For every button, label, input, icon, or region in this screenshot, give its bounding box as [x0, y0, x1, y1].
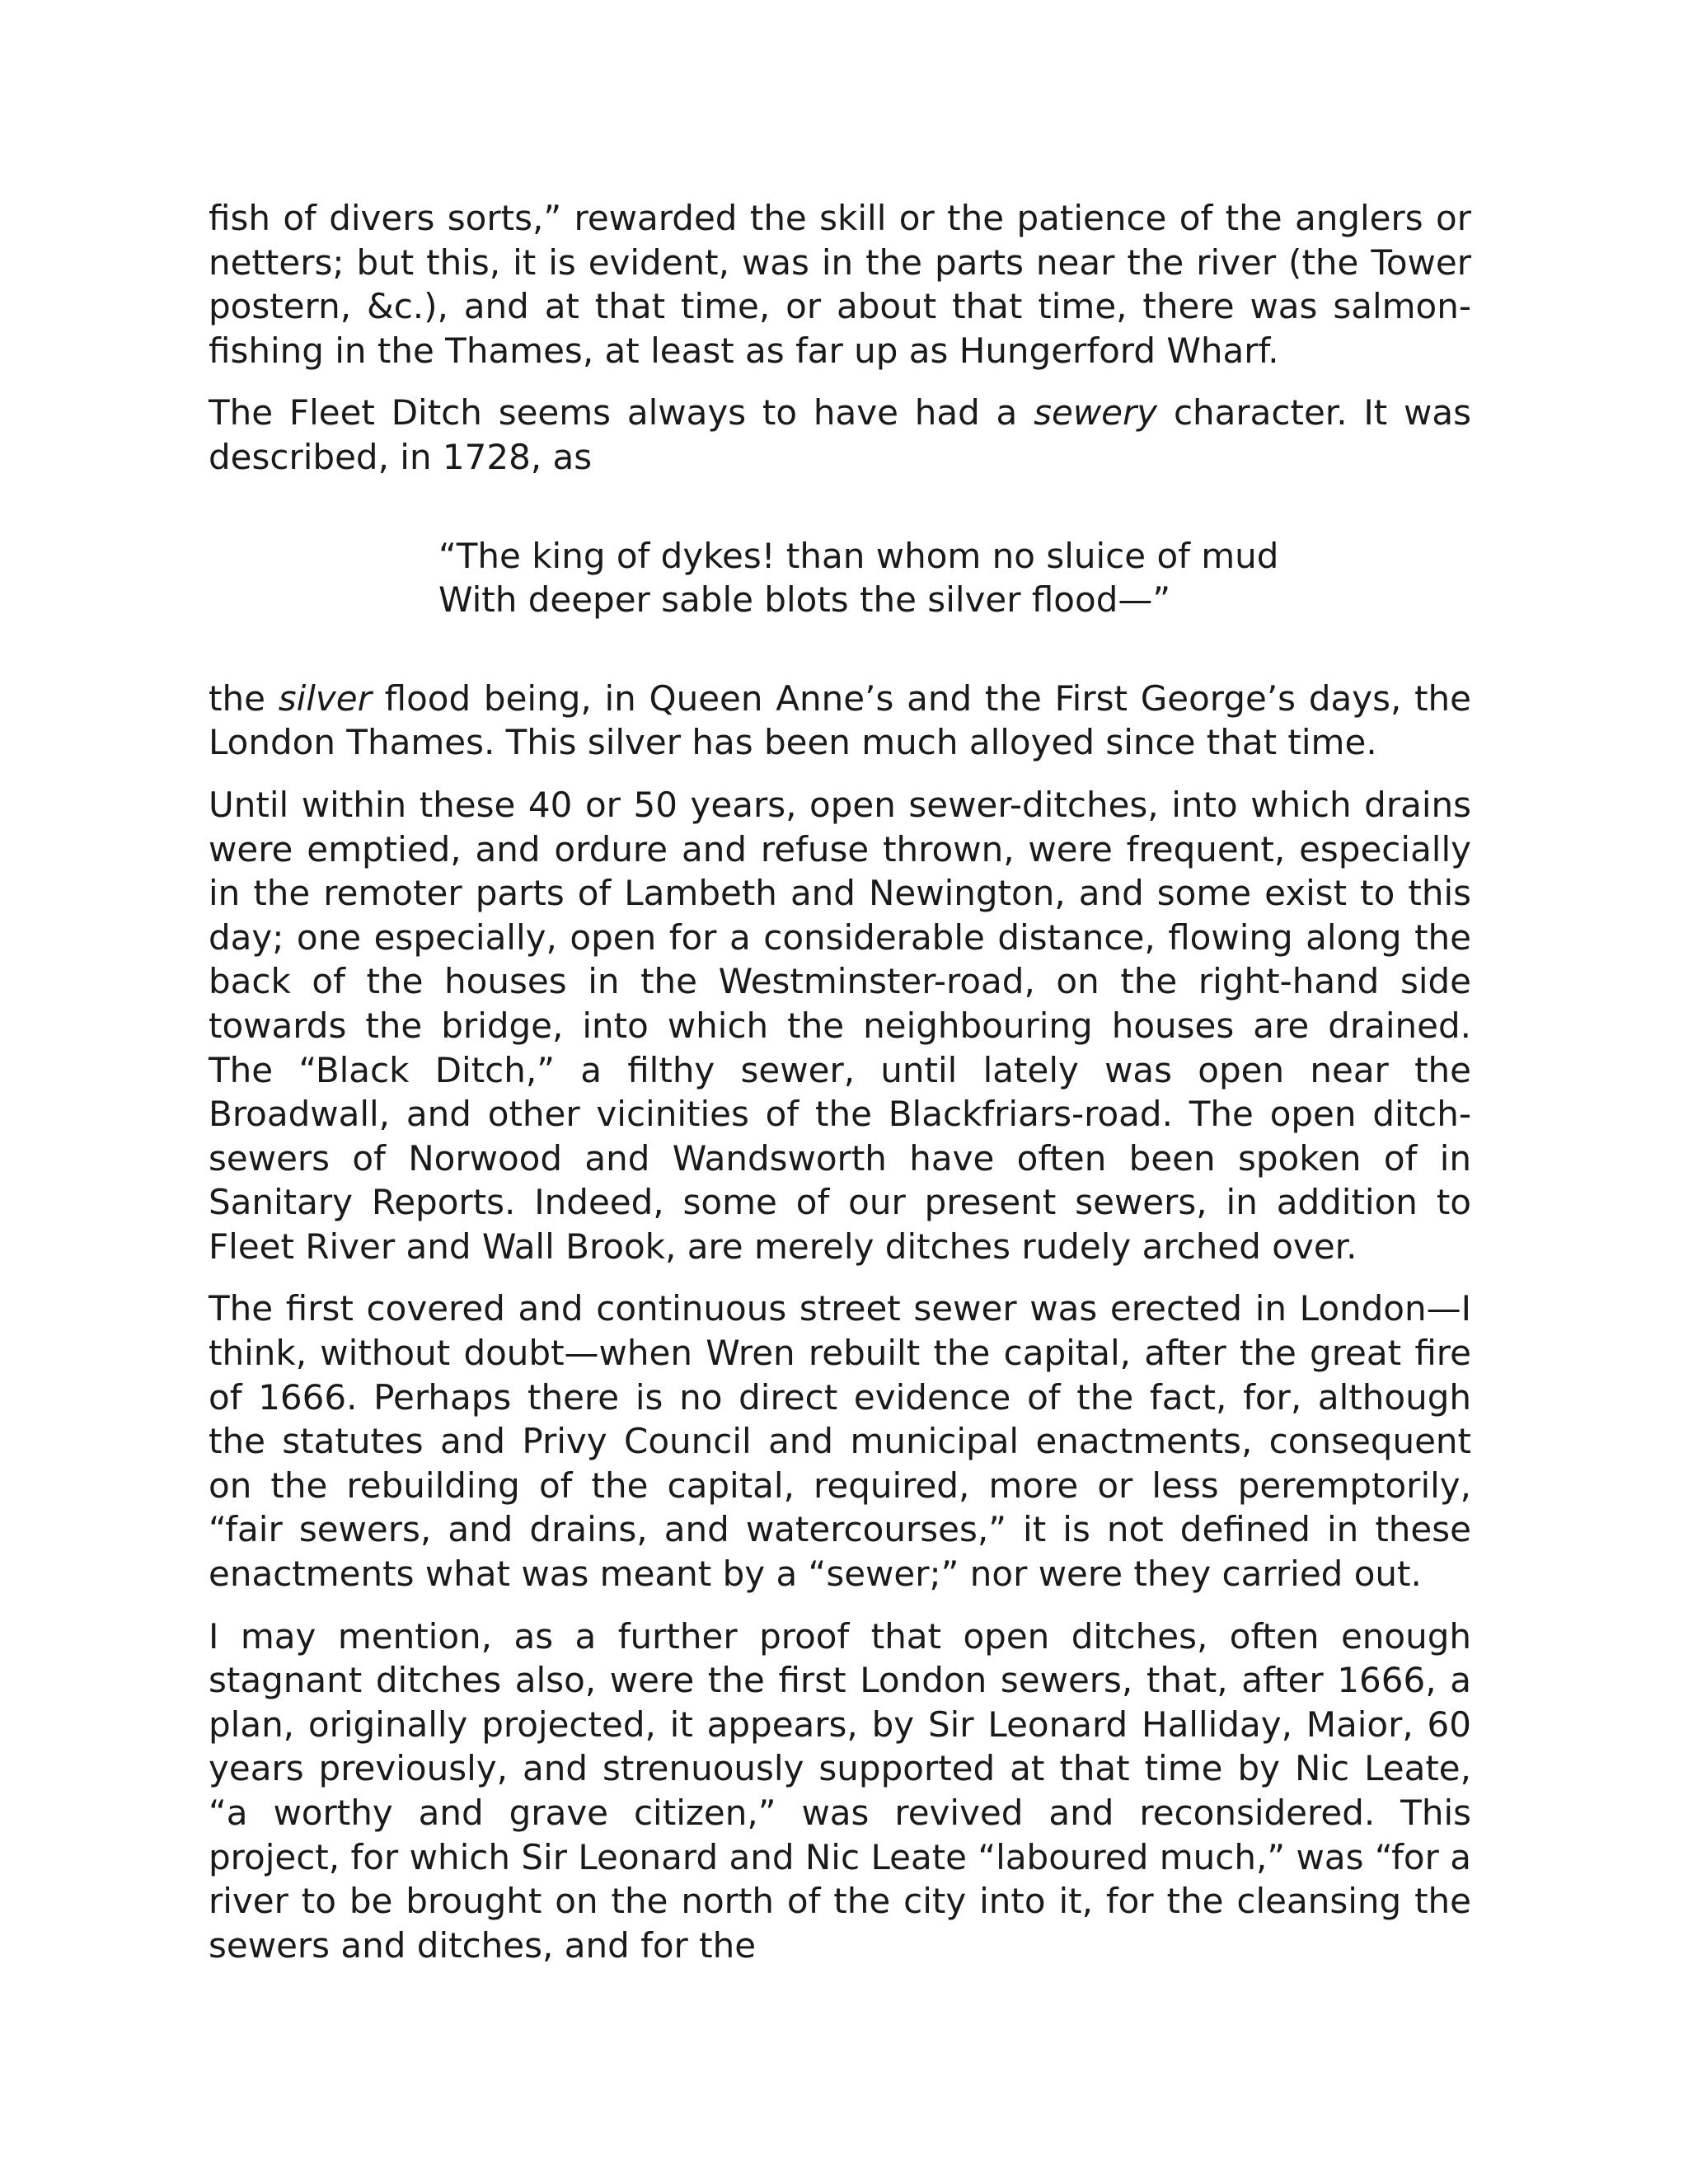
paragraph-text: fish of divers sorts,” rewarded the skill or the patience of the anglers or netters; but this, it is evident, was in the parts near the river (the Tower postern, &c.), and at that time, or about that time, there was salmon-fishing in the Thames, at least as far up as Hungerford Wharf. [209, 198, 1471, 371]
paragraph-fish-of-divers-sorts [209, 196, 1471, 373]
italic-word-silver: silver [278, 677, 372, 719]
paragraph-halliday-project [209, 1615, 1471, 1968]
paragraph-fleet-ditch [209, 391, 1471, 479]
paragraph-first-covered-sewer [209, 1286, 1471, 1596]
verse-line: With deeper sable blots the silver flood—” [438, 579, 1171, 621]
paragraph-text: The Fleet Ditch seems always to have had a [209, 392, 1034, 434]
paragraph-text: The first covered and continuous street sewer was erected in London—I think, without doubt—when Wren rebuilt the capital, after the great fire of 1666. Perhaps there is no direct evidence of the fact, for, although the statutes and Privy Council and municipal enactments, consequent on the rebuilding of the capital, required, more or less peremptorily, “fair sewers, and drains, and watercourses,” it is not defined in these enactments what was meant by a “sewer;” nor were they carried out. [209, 1288, 1471, 1595]
verse-line: “The king of dykes! than whom no sluice of mud [438, 535, 1279, 576]
paragraph-text: the [209, 677, 279, 719]
paragraph-text: flood being, in Queen Anne’s and the First George’s days, the London Thames. This silver has been much alloyed since that time. [209, 677, 1472, 763]
verse-quotation [438, 534, 1471, 622]
paragraph-silver-flood [209, 677, 1471, 765]
paragraph-text: I may mention, as a further proof that open ditches, often enough stagnant ditches also, were the first London sewers, that, after 1666, a plan, originally projected, it appears, by Sir Leonard Halliday, Maior, 60 years previously, and strenuously supported at that time by Nic Leate, “a worthy and grave citizen,” was revived and reconsidered. This project, for which Sir Leonard and Nic Leate “laboured much,” was “for a river to be brought on the north of the city into it, for the cleansing the sewers and ditches, and for the [209, 1615, 1471, 1966]
paragraph-text: Until within these 40 or 50 years, open sewer-ditches, into which drains were emptied, and ordure and refuse thrown, were frequent, especially in the remoter parts of Lambeth and Newington, and some exist to this day; one especially, open for a considerable distance, flowing along the back of the houses in the Westminster-road, on the right-hand side towards the bridge, into which the neighbouring houses are drained. The “Black Ditch,” a filthy sewer, until lately was open near the Broadwall, and other vicinities of the Blackfriars-road. The open ditch-sewers of Norwood and Wandsworth have often been spoken of in Sanitary Reports. Indeed, some of our present sewers, in addition to Fleet River and Wall Brook, are merely ditches rudely arched over. [209, 784, 1471, 1267]
italic-word-sewery: sewery [1034, 392, 1158, 434]
paragraph-text: character. It was described, in 1728, as [209, 392, 1471, 477]
paragraph-open-sewer-ditches [209, 783, 1471, 1269]
text-column [209, 196, 1471, 1985]
